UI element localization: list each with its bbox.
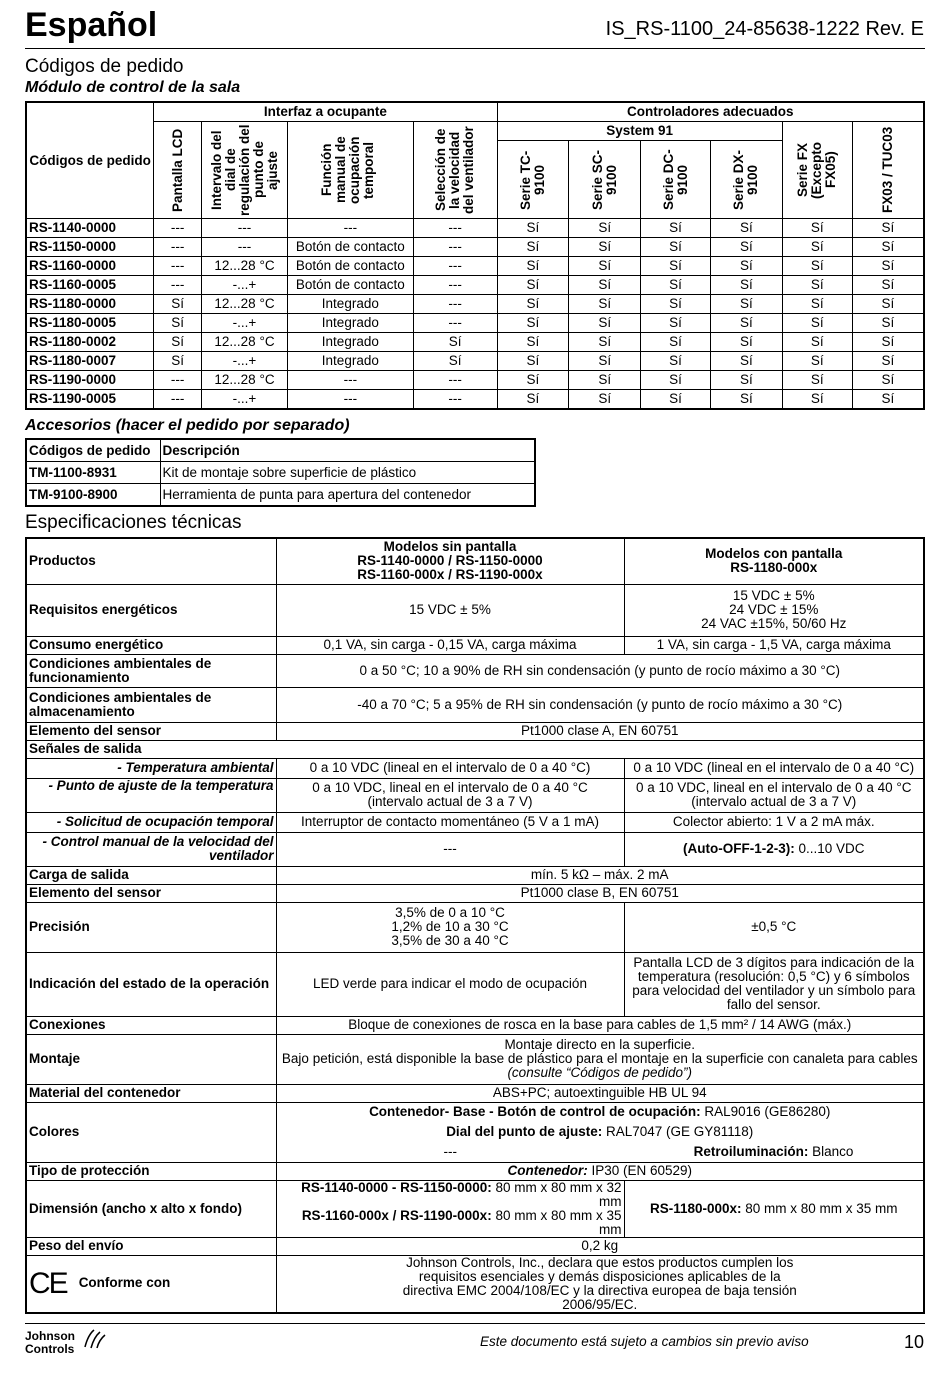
- dimension-label: Dimensión (ancho x alto x fondo): [26, 1180, 276, 1237]
- order-code: RS-1190-0000: [26, 371, 154, 390]
- order-code: RS-1180-0005: [26, 314, 154, 333]
- colors-backlight-label: Retroiluminación:: [693, 1143, 809, 1159]
- sensor-value: Pt1000 clase A, EN 60751: [276, 722, 924, 740]
- order-cell: Sí: [497, 295, 569, 314]
- room-module-heading: Módulo de control de la sala: [25, 79, 241, 96]
- order-cell: Sí: [154, 314, 202, 333]
- order-cell: Integrado: [287, 352, 413, 371]
- order-cell: ---: [287, 219, 413, 238]
- order-cell: Sí: [710, 352, 782, 371]
- order-cell: Sí: [154, 295, 202, 314]
- order-cell: Sí: [569, 257, 641, 276]
- order-cell: Sí: [641, 276, 711, 295]
- order-row: [26, 333, 924, 352]
- order-cell: Sí: [641, 371, 711, 390]
- order-row: [26, 295, 924, 314]
- order-cell: Sí: [710, 257, 782, 276]
- specs-table: [25, 537, 925, 1314]
- order-cell: Sí: [154, 333, 202, 352]
- order-cell: ---: [154, 257, 202, 276]
- page-number: 10: [903, 1332, 924, 1352]
- acc-desc: Herramienta de punta para apertura del contenedor: [160, 484, 535, 507]
- order-cell: Sí: [852, 238, 924, 257]
- footer-note: Este documento está sujeto a cambios sin previo aviso: [480, 1334, 809, 1349]
- order-cell: ---: [413, 238, 497, 257]
- order-cell: Sí: [497, 314, 569, 333]
- order-cell: Sí: [782, 371, 852, 390]
- order-cell: Botón de contacto: [287, 257, 413, 276]
- order-codes-table: [25, 101, 925, 410]
- order-cell: Sí: [569, 238, 641, 257]
- precision-value: 3,5% de 30 a 40 °C: [391, 933, 509, 948]
- mounting-value: Bajo petición, está disponible la base de plástico para el montaje en la superficie con canaleta para cables: [281, 1051, 918, 1066]
- order-cell: Sí: [852, 314, 924, 333]
- order-cell: Sí: [641, 238, 711, 257]
- order-code: RS-1140-0000: [26, 219, 154, 238]
- out-sp-value: 0 a 10 VDC, lineal en el intervalo de 0 a 40 °C: [635, 780, 912, 795]
- order-cell: Sí: [710, 314, 782, 333]
- order-cell: Sí: [569, 352, 641, 371]
- conform-value: Johnson Controls, Inc., declara que estos productos cumplen los requisitos esenciales y demás disposiciones aplicables de la directiva EMC 2004/108/EC y la directiva europea de baja tensión 2006/95/EC.: [276, 1255, 924, 1313]
- page-title: Español: [25, 6, 158, 44]
- order-cell: ---: [413, 295, 497, 314]
- order-code: RS-1190-0005: [26, 390, 154, 410]
- material-value: ABS+PC; autoextinguible HB UL 94: [276, 1084, 924, 1102]
- footer-divider: [25, 1323, 925, 1324]
- protection-label: Tipo de protección: [26, 1162, 276, 1180]
- system91-header: System 91: [497, 122, 782, 141]
- order-cell: ---: [202, 219, 288, 238]
- order-cell: Sí: [641, 390, 711, 410]
- colors-backlight-no-display: ---: [276, 1142, 624, 1162]
- order-cell: Sí: [569, 371, 641, 390]
- order-cell: Sí: [641, 257, 711, 276]
- protection-value: IP30 (EN 60529): [587, 1163, 693, 1178]
- order-cell: ---: [413, 390, 497, 410]
- order-cell: 12...28 °C: [202, 257, 288, 276]
- order-cell: Sí: [782, 333, 852, 352]
- dimension-value: 80 mm x 80 mm x 35 mm: [741, 1200, 898, 1216]
- order-cell: ---: [413, 276, 497, 295]
- order-cell: ---: [202, 238, 288, 257]
- colors-dial-value: RAL7047 (GE GY81118): [602, 1124, 754, 1139]
- products-no-display-models: RS-1140-0000 / RS-1150-0000: [357, 553, 543, 569]
- conform-label: Conforme con: [78, 1275, 171, 1291]
- order-cell: Sí: [852, 257, 924, 276]
- order-cell: ---: [413, 314, 497, 333]
- acc-code: TM-9100-8900: [26, 484, 160, 507]
- order-cell: Sí: [710, 390, 782, 410]
- out-fan-mode: (Auto-OFF-1-2-3):: [682, 841, 795, 856]
- acc-code: TM-1100-8931: [26, 462, 160, 484]
- order-cell: ---: [413, 371, 497, 390]
- order-cell: Sí: [154, 352, 202, 371]
- order-cell: Sí: [413, 352, 497, 371]
- order-code: RS-1180-0000: [26, 295, 154, 314]
- order-cell: Sí: [710, 276, 782, 295]
- dimension-model: RS-1180-000x:: [649, 1200, 742, 1216]
- load-value: mín. 5 kΩ – máx. 2 mA: [276, 866, 924, 884]
- col-codes-header: Códigos de pedido: [26, 102, 154, 219]
- out-sp-label: - Punto de ajuste de la temperatura: [26, 778, 276, 812]
- order-cell: Sí: [497, 276, 569, 295]
- specs-heading: Especificaciones técnicas: [25, 512, 242, 533]
- dimension-model: RS-1140-0000 - RS-1150-0000:: [301, 1179, 492, 1195]
- out-sp-value: 0 a 10 VDC, lineal en el intervalo de 0 a 40 °C: [312, 780, 588, 795]
- protection-housing: Contenedor:: [507, 1163, 588, 1178]
- colors-backlight-value: Blanco: [808, 1143, 854, 1159]
- col-dial-header: Intervalo del dial de regulación del punto de ajuste: [208, 124, 280, 216]
- status-display: Pantalla LCD de 3 dígitos para indicación de la temperatura (resolución: 0,5 °C) y 6 símbolos para velocidad del ventilador y un símbolo para fallo del sensor.: [624, 952, 924, 1016]
- order-cell: Sí: [569, 295, 641, 314]
- storage-value: -40 a 70 °C; 5 a 95% de RH sin condensación (y punto de rocío máximo a 30 °C): [276, 687, 924, 722]
- order-cell: ---: [154, 238, 202, 257]
- logo-text: Controls: [25, 1342, 75, 1356]
- col-fx03-header: FX03 / TUC03: [879, 126, 895, 214]
- colors-label: Colores: [26, 1102, 276, 1162]
- order-row: [26, 238, 924, 257]
- mounting-value: Montaje directo en la superficie.: [504, 1037, 696, 1052]
- col-lcd-header: Pantalla LCD: [169, 128, 185, 212]
- order-cell: Sí: [641, 314, 711, 333]
- status-label: Indicación del estado de la operación: [26, 952, 276, 1016]
- accessories-heading: Accesorios (hacer el pedido por separado): [25, 417, 350, 434]
- out-temp-label: - Temperatura ambiental: [26, 758, 276, 778]
- order-cell: ---: [287, 371, 413, 390]
- order-cell: Sí: [852, 219, 924, 238]
- out-temp-value: 0 a 10 VDC (lineal en el intervalo de 0 a 40 °C): [624, 758, 924, 778]
- weight-label: Peso del envío: [26, 1237, 276, 1255]
- connections-label: Conexiones: [26, 1016, 276, 1034]
- order-cell: -...+: [202, 352, 288, 371]
- mounting-label: Montaje: [26, 1034, 276, 1084]
- order-cell: Sí: [852, 390, 924, 410]
- dimension-value: 80 mm x 80 mm x 35 mm: [491, 1207, 622, 1237]
- logo-text: Johnson: [25, 1329, 75, 1343]
- power-display: 15 VDC ± 5%: [732, 588, 815, 603]
- precision-label: Precisión: [26, 902, 276, 952]
- precision-value: 1,2% de 10 a 30 °C: [391, 919, 509, 934]
- out-occ-display: Colector abierto: 1 V a 2 mA máx.: [624, 812, 924, 832]
- order-cell: Sí: [641, 352, 711, 371]
- order-row: [26, 219, 924, 238]
- storage-label: Condiciones ambientales de almacenamiento: [26, 687, 276, 722]
- status-no-display: LED verde para indicar el modo de ocupación: [276, 952, 624, 1016]
- out-fan-label: - Control manual de la velocidad del ventilador: [26, 832, 276, 866]
- order-row: [26, 276, 924, 295]
- sensor-label: Elemento del sensor: [26, 722, 276, 740]
- col-sc-header: Serie SC-9100: [589, 149, 619, 210]
- order-cell: ---: [413, 257, 497, 276]
- order-cell: Sí: [497, 238, 569, 257]
- order-cell: Sí: [569, 219, 641, 238]
- order-cell: ---: [154, 276, 202, 295]
- col-fx-header: Serie FX (Excepto FX05): [795, 141, 839, 199]
- out-fan-value: 0...10 VDC: [794, 841, 865, 856]
- consumption-label: Consumo energético: [26, 636, 276, 654]
- order-cell: Sí: [710, 333, 782, 352]
- order-row: [26, 314, 924, 333]
- products-display: Modelos con pantalla: [705, 546, 843, 562]
- order-row: [26, 390, 924, 410]
- order-row: [26, 371, 924, 390]
- order-cell: Botón de contacto: [287, 238, 413, 257]
- out-fan-no-display: ---: [276, 832, 624, 866]
- op-cond-value: 0 a 50 °C; 10 a 90% de RH sin condensación (y punto de rocío máximo a 30 °C): [276, 654, 924, 687]
- order-cell: Sí: [782, 390, 852, 410]
- order-cell: Sí: [641, 219, 711, 238]
- mounting-note: (consulte “Códigos de pedido”): [507, 1065, 693, 1080]
- load-label: Carga de salida: [26, 866, 276, 884]
- order-cell: Sí: [782, 219, 852, 238]
- order-cell: Sí: [497, 352, 569, 371]
- connections-value: Bloque de conexiones de rosca en la base para cables de 1,5 mm² / 14 AWG (máx.): [276, 1016, 924, 1034]
- order-cell: 12...28 °C: [202, 371, 288, 390]
- order-cell: Sí: [852, 276, 924, 295]
- header-divider: [25, 48, 925, 49]
- order-cell: Sí: [852, 371, 924, 390]
- products-label: Productos: [26, 538, 276, 584]
- order-cell: Sí: [497, 371, 569, 390]
- order-cell: Integrado: [287, 333, 413, 352]
- order-cell: Sí: [710, 238, 782, 257]
- order-cell: Sí: [782, 257, 852, 276]
- col-dx-header: Serie DX-9100: [731, 149, 761, 210]
- order-cell: Integrado: [287, 295, 413, 314]
- acc-desc: Kit de montaje sobre superficie de plástico: [160, 462, 535, 484]
- order-cell: Sí: [852, 295, 924, 314]
- order-cell: 12...28 °C: [202, 333, 288, 352]
- order-cell: Integrado: [287, 314, 413, 333]
- sensor-label: Elemento del sensor: [26, 884, 276, 902]
- order-cell: Sí: [569, 276, 641, 295]
- order-cell: Sí: [782, 295, 852, 314]
- order-cell: Sí: [852, 352, 924, 371]
- dimension-model: RS-1160-000x / RS-1190-000x:: [301, 1207, 492, 1223]
- order-cell: ---: [154, 219, 202, 238]
- order-cell: Sí: [641, 333, 711, 352]
- col-manual-header: Función manual de ocupación temporal: [319, 136, 377, 204]
- order-code: RS-1160-0000: [26, 257, 154, 276]
- order-codes-heading: Códigos de pedido: [25, 56, 184, 77]
- acc-col-desc: Descripción: [160, 439, 535, 462]
- out-occ-no-display: Interruptor de contacto momentáneo (5 V a 1 mA): [276, 812, 624, 832]
- order-cell: Botón de contacto: [287, 276, 413, 295]
- order-cell: Sí: [710, 219, 782, 238]
- col-dc-header: Serie DC-9100: [660, 149, 690, 210]
- dimension-value: 80 mm x 80 mm x 32 mm: [491, 1179, 622, 1209]
- precision-value: 3,5% de 0 a 10 °C: [395, 905, 505, 920]
- order-cell: 12...28 °C: [202, 295, 288, 314]
- outputs-label: Señales de salida: [26, 740, 924, 758]
- order-cell: Sí: [497, 333, 569, 352]
- consumption-no-display: 0,1 VA, sin carga - 0,15 VA, carga máxima: [276, 636, 624, 654]
- power-display: 24 VAC ±15%, 50/60 Hz: [701, 616, 847, 631]
- order-cell: ---: [413, 219, 497, 238]
- order-cell: Sí: [413, 333, 497, 352]
- order-cell: Sí: [782, 352, 852, 371]
- products-no-display-models: RS-1160-000x / RS-1190-000x: [357, 567, 543, 583]
- ce-mark-icon: CE: [29, 1266, 67, 1300]
- accessories-table: [25, 438, 536, 507]
- order-cell: Sí: [710, 371, 782, 390]
- products-display-models: RS-1180-000x: [730, 560, 818, 576]
- order-cell: ---: [154, 371, 202, 390]
- order-cell: Sí: [497, 219, 569, 238]
- order-cell: Sí: [782, 238, 852, 257]
- order-cell: Sí: [569, 390, 641, 410]
- colors-housing-value: RAL9016 (GE86280): [700, 1104, 831, 1120]
- order-cell: -...+: [202, 390, 288, 410]
- op-cond-label: Condiciones ambientales de funcionamiento: [26, 654, 276, 687]
- colors-dial-label: Dial del punto de ajuste:: [446, 1124, 603, 1139]
- order-code: RS-1150-0000: [26, 238, 154, 257]
- company-logo: [25, 1330, 75, 1356]
- order-cell: Sí: [641, 295, 711, 314]
- out-sp-range: (intervalo actual de 3 a 7 V): [367, 794, 533, 809]
- out-sp-range: (intervalo actual de 3 a 7 V): [691, 794, 857, 809]
- interface-group-header: Interfaz a ocupante: [154, 102, 497, 122]
- order-cell: ---: [287, 390, 413, 410]
- power-no-display: 15 VDC ± 5%: [276, 584, 624, 636]
- order-row: [26, 352, 924, 371]
- col-fan-header: Selección de la velocidad del ventilador: [433, 126, 477, 214]
- order-cell: Sí: [782, 314, 852, 333]
- weight-value: 0,2 kg: [276, 1237, 924, 1255]
- order-code: RS-1180-0007: [26, 352, 154, 371]
- order-cell: Sí: [497, 257, 569, 276]
- controllers-group-header: Controladores adecuados: [497, 102, 924, 122]
- out-occ-label: - Solicitud de ocupación temporal: [26, 812, 276, 832]
- order-cell: Sí: [710, 295, 782, 314]
- document-id: IS_RS-1100_24-85638-1222 Rev. E: [605, 18, 924, 40]
- order-cell: -...+: [202, 314, 288, 333]
- order-code: RS-1180-0002: [26, 333, 154, 352]
- consumption-display: 1 VA, sin carga - 1,5 VA, carga máxima: [624, 636, 924, 654]
- order-cell: Sí: [569, 314, 641, 333]
- order-cell: Sí: [782, 276, 852, 295]
- out-temp-value: 0 a 10 VDC (lineal en el intervalo de 0 a 40 °C): [276, 758, 624, 778]
- colors-housing-label: Contenedor- Base - Botón de control de ocupación:: [369, 1104, 701, 1120]
- power-display: 24 VDC ± 15%: [729, 602, 819, 617]
- order-cell: Sí: [497, 390, 569, 410]
- order-cell: Sí: [569, 333, 641, 352]
- sensor-value: Pt1000 clase B, EN 60751: [276, 884, 924, 902]
- order-cell: -...+: [202, 276, 288, 295]
- acc-col-code: Códigos de pedido: [26, 439, 160, 462]
- order-code: RS-1160-0005: [26, 276, 154, 295]
- material-label: Material del contenedor: [26, 1084, 276, 1102]
- order-cell: ---: [154, 390, 202, 410]
- logo-flame-icon: [82, 1327, 108, 1351]
- col-tc-header: Serie TC-9100: [517, 149, 547, 210]
- products-no-display: Modelos sin pantalla: [383, 539, 517, 555]
- order-cell: Sí: [852, 333, 924, 352]
- order-row: [26, 257, 924, 276]
- power-label: Requisitos energéticos: [26, 584, 276, 636]
- precision-display: ±0,5 °C: [624, 902, 924, 952]
